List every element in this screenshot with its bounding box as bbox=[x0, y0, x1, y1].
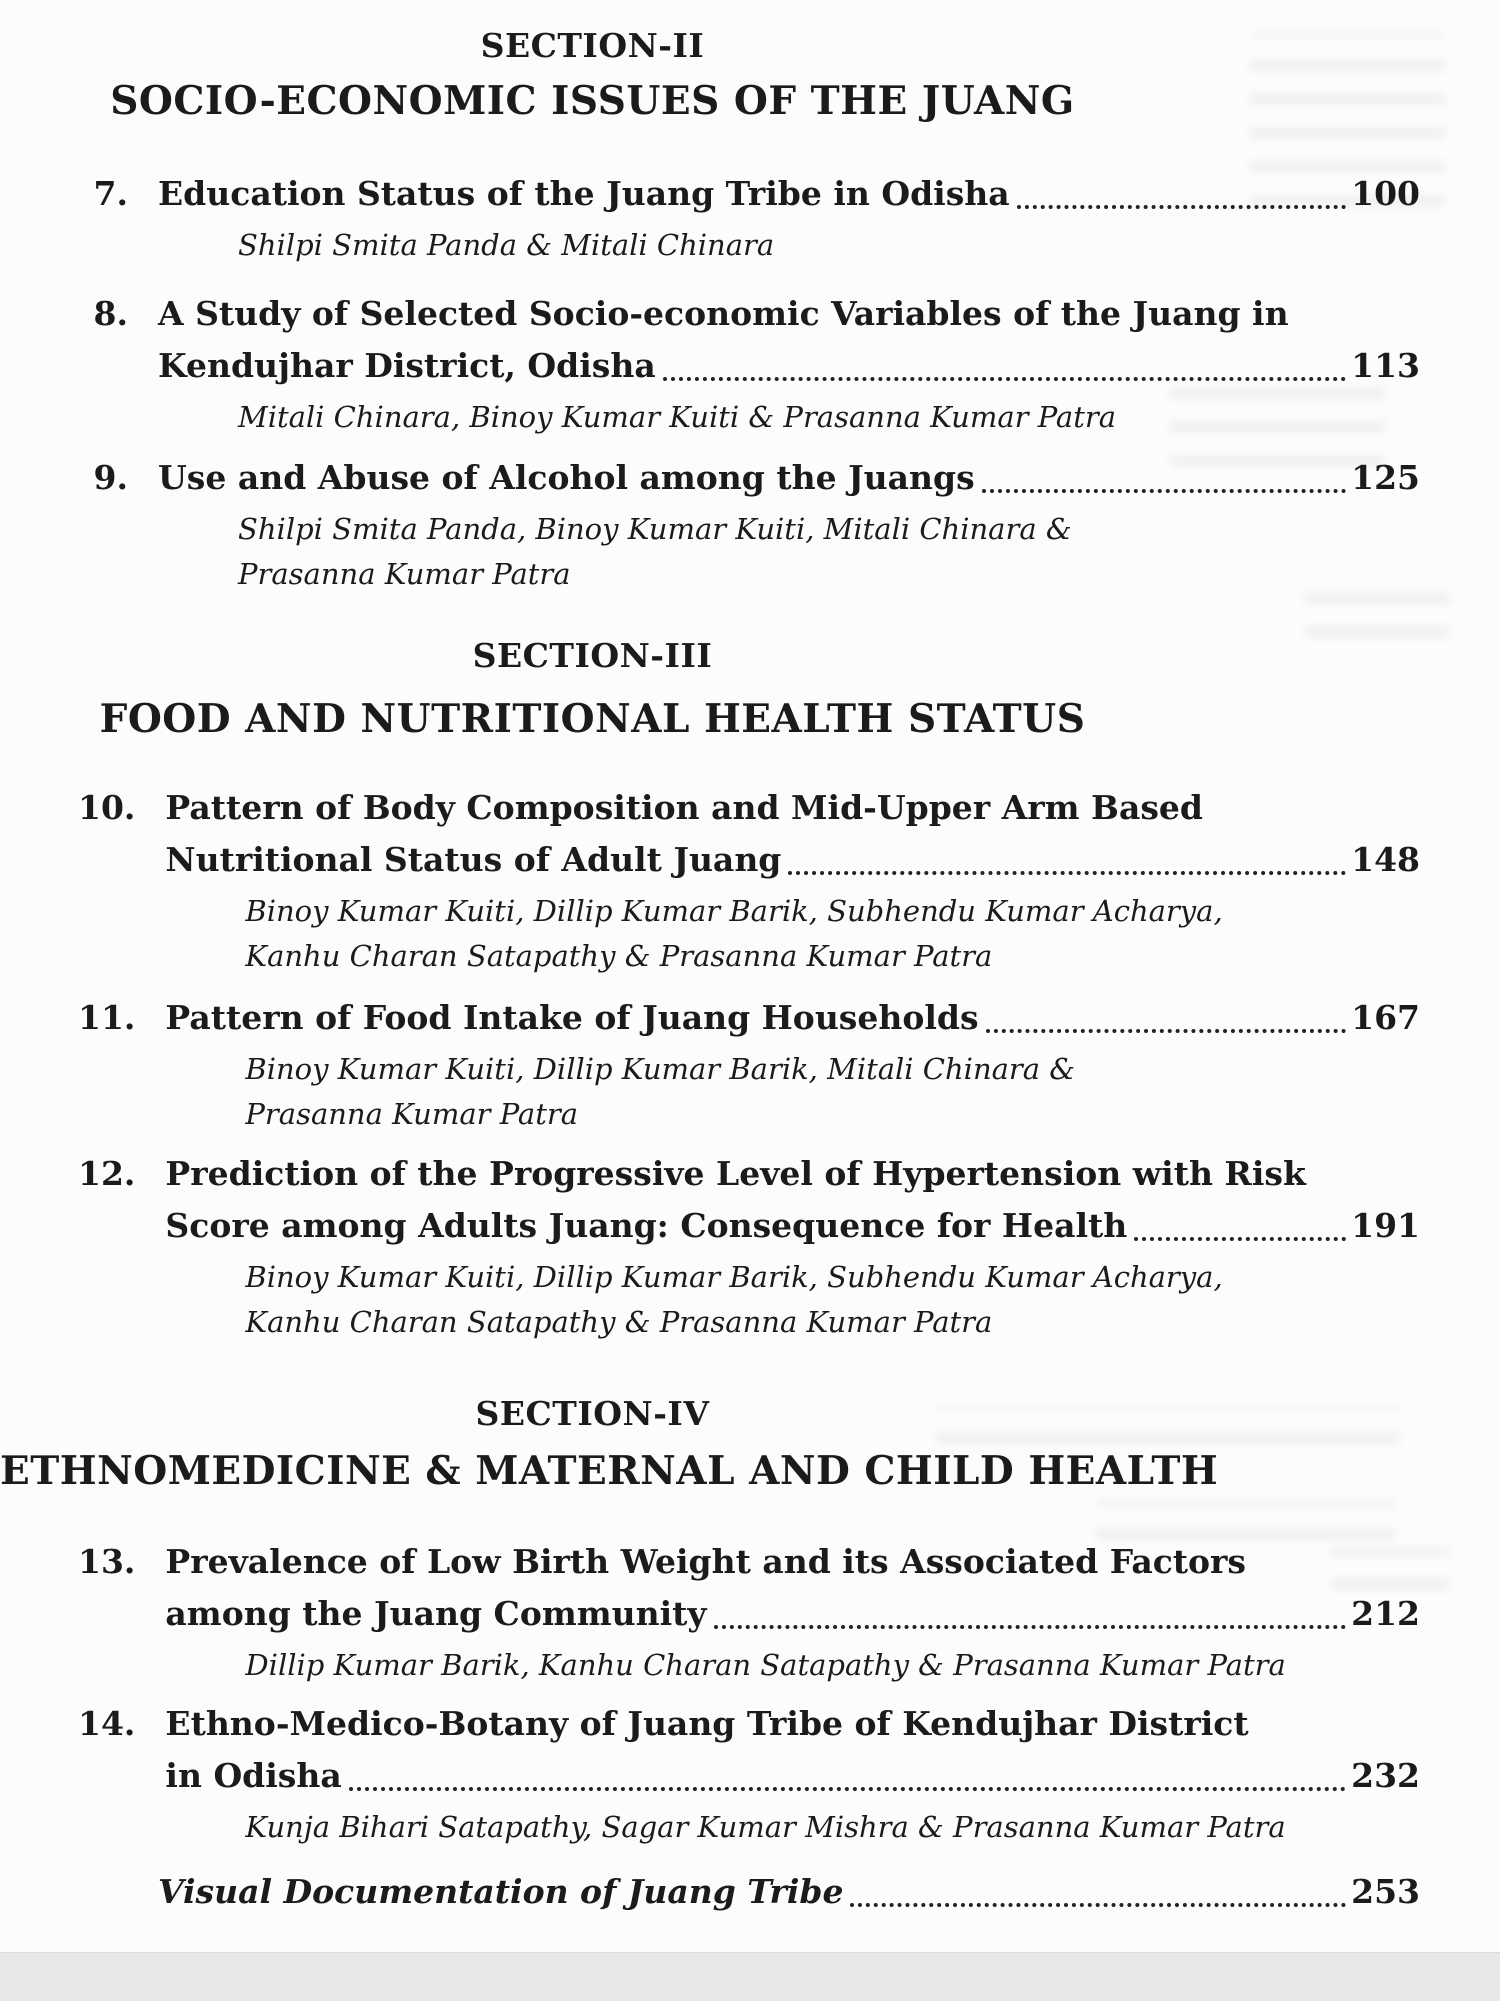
dot-leader bbox=[1017, 205, 1346, 209]
toc-item bbox=[78, 452, 1420, 597]
dot-leader bbox=[850, 1903, 1346, 1907]
item-authors: Dillip Kumar Barik, Kanhu Charan Satapathy & Prasanna Kumar Patra bbox=[245, 1648, 1286, 1682]
item-number: 11. bbox=[78, 998, 136, 1037]
item-title-line: Use and Abuse of Alcohol among the Juangs bbox=[158, 458, 975, 497]
item-authors: Binoy Kumar Kuiti, Dillip Kumar Barik, Mitali Chinara & bbox=[245, 1052, 1076, 1086]
item-authors: Prasanna Kumar Patra bbox=[238, 557, 571, 591]
dot-leader bbox=[349, 1787, 1346, 1791]
page-number: 253 bbox=[1351, 1872, 1420, 1911]
item-authors: Kanhu Charan Satapathy & Prasanna Kumar Patra bbox=[245, 939, 993, 973]
toc-item bbox=[78, 1148, 1420, 1345]
page-number: 100 bbox=[1351, 174, 1420, 213]
page-number: 113 bbox=[1351, 346, 1420, 385]
dot-leader bbox=[1134, 1237, 1346, 1241]
item-title-line: Score among Adults Juang: Consequence for Health bbox=[165, 1206, 1128, 1245]
item-authors: Shilpi Smita Panda, Binoy Kumar Kuiti, Mitali Chinara & bbox=[238, 512, 1072, 546]
item-authors: Kanhu Charan Satapathy & Prasanna Kumar Patra bbox=[245, 1305, 993, 1339]
item-title-line: Nutritional Status of Adult Juang bbox=[165, 840, 782, 879]
item-title-line: Pattern of Body Composition and Mid-Upper Arm Based bbox=[165, 788, 1203, 827]
item-title-line: Education Status of the Juang Tribe in Odisha bbox=[158, 174, 1010, 213]
item-title-line: Visual Documentation of Juang Tribe bbox=[158, 1872, 844, 1911]
toc-closing-item bbox=[78, 1866, 1420, 1918]
page-number: 167 bbox=[1351, 998, 1420, 1037]
item-title-line: Ethno-Medico-Botany of Juang Tribe of Kendujhar District bbox=[165, 1704, 1249, 1743]
dot-leader bbox=[986, 1029, 1347, 1033]
item-number: 9. bbox=[93, 458, 128, 497]
section-title: SOCIO-ECONOMIC ISSUES OF THE JUANG bbox=[110, 78, 1075, 124]
dot-leader bbox=[663, 377, 1346, 381]
item-title-line: Pattern of Food Intake of Juang Households bbox=[165, 998, 979, 1037]
dot-leader bbox=[982, 489, 1346, 493]
item-authors: Shilpi Smita Panda & Mitali Chinara bbox=[238, 228, 775, 262]
item-number: 12. bbox=[78, 1154, 136, 1193]
page-number: 191 bbox=[1351, 1206, 1420, 1245]
section-label: SECTION-III bbox=[472, 636, 713, 675]
item-number: 8. bbox=[93, 294, 128, 333]
item-title-line: among the Juang Community bbox=[165, 1594, 707, 1633]
section-label: SECTION-IV bbox=[475, 1394, 710, 1433]
page-number: 125 bbox=[1351, 458, 1420, 497]
section-title: FOOD AND NUTRITIONAL HEALTH STATUS bbox=[99, 696, 1086, 742]
item-title-line: Kendujhar District, Odisha bbox=[158, 346, 656, 385]
item-authors: Mitali Chinara, Binoy Kumar Kuiti & Prasanna Kumar Patra bbox=[238, 400, 1117, 434]
toc-item bbox=[78, 782, 1420, 979]
section-title: ETHNOMEDICINE & MATERNAL AND CHILD HEALTH bbox=[0, 1448, 1219, 1494]
item-authors: Kunja Bihari Satapathy, Sagar Kumar Mishra & Prasanna Kumar Patra bbox=[245, 1810, 1286, 1844]
bleedthrough-smudge bbox=[1095, 1500, 1395, 1540]
item-number: 7. bbox=[93, 174, 128, 213]
item-title-line: Prediction of the Progressive Level of Hypertension with Risk bbox=[165, 1154, 1306, 1193]
item-authors: Prasanna Kumar Patra bbox=[245, 1097, 579, 1131]
item-authors: Binoy Kumar Kuiti, Dillip Kumar Barik, Subhendu Kumar Acharya, bbox=[245, 1260, 1223, 1294]
item-authors: Binoy Kumar Kuiti, Dillip Kumar Barik, Subhendu Kumar Acharya, bbox=[245, 894, 1223, 928]
page-number: 148 bbox=[1351, 840, 1420, 879]
toc-item bbox=[78, 1536, 1420, 1688]
page-bottom-edge bbox=[0, 1952, 1500, 2001]
section-label: SECTION-II bbox=[480, 26, 705, 65]
item-title-line: A Study of Selected Socio-economic Variables of the Juang in bbox=[158, 294, 1289, 333]
item-number: 14. bbox=[78, 1704, 136, 1743]
toc-item bbox=[78, 1698, 1420, 1850]
toc-item bbox=[78, 288, 1420, 440]
item-title-line: in Odisha bbox=[165, 1756, 342, 1795]
item-title-line: Prevalence of Low Birth Weight and its Associated Factors bbox=[165, 1542, 1247, 1581]
page-number: 212 bbox=[1351, 1594, 1420, 1633]
page-number: 232 bbox=[1351, 1756, 1420, 1795]
toc-item bbox=[78, 168, 1420, 268]
item-number: 10. bbox=[78, 788, 136, 827]
item-number: 13. bbox=[78, 1542, 136, 1581]
dot-leader bbox=[788, 871, 1346, 875]
dot-leader bbox=[714, 1625, 1347, 1629]
toc-item bbox=[78, 992, 1420, 1137]
